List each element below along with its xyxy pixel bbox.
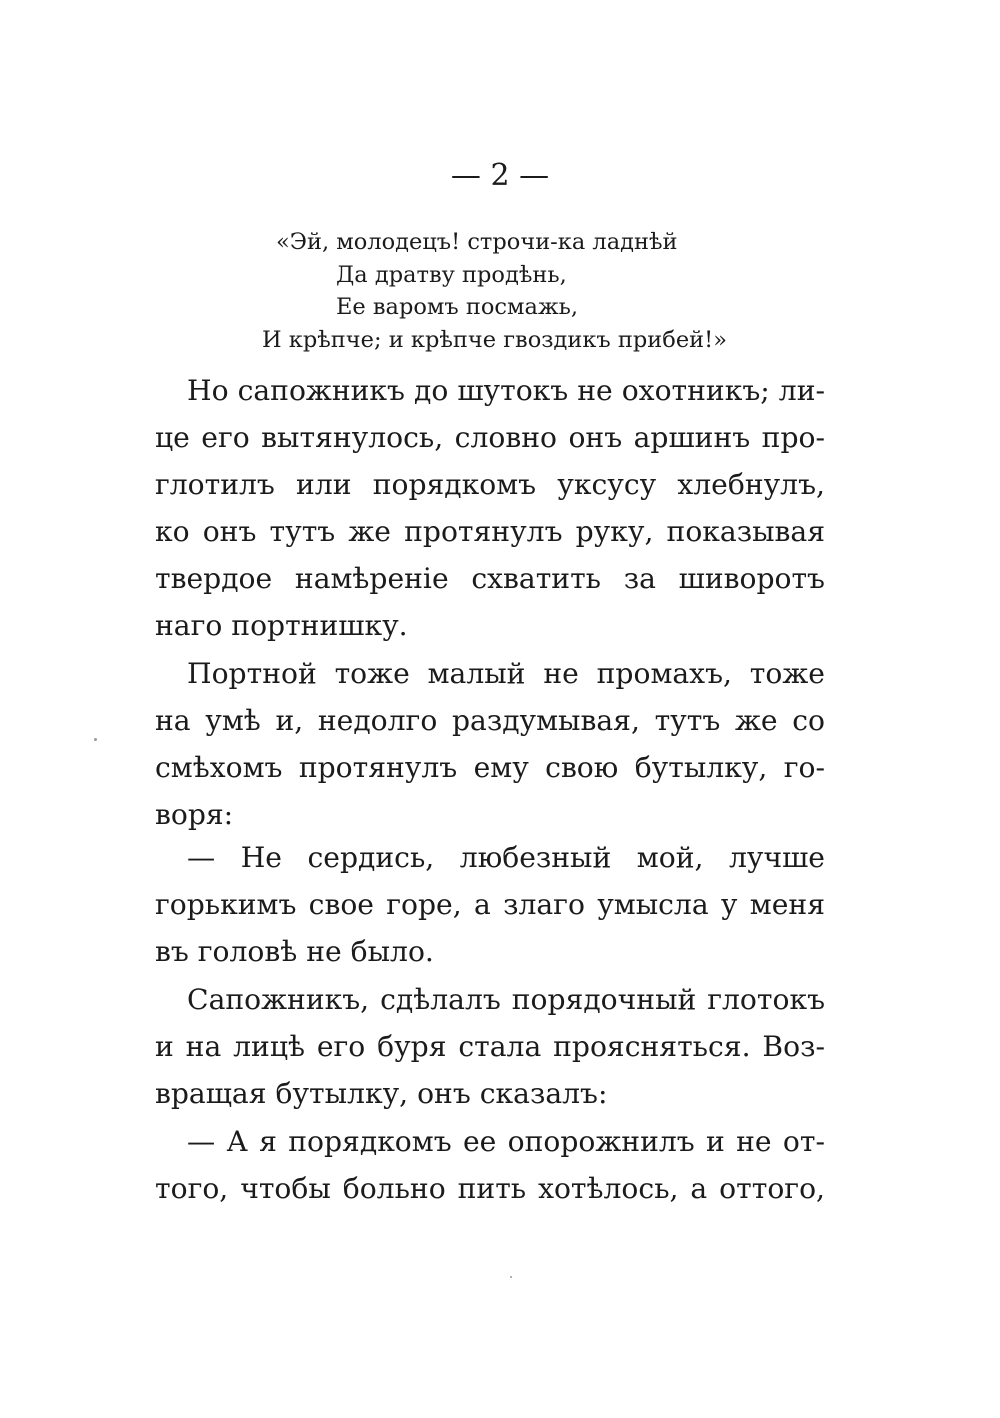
text-line: це его вытянулось, словно онъ аршинъ про- <box>155 421 825 454</box>
text-line: въ головѣ не было. <box>155 935 434 968</box>
text-line: Сапожникъ, сдѣлалъ порядочный глотокъ <box>187 983 825 1016</box>
text-line: на умѣ и, недолго раздумывая, тутъ же со <box>155 704 825 737</box>
paragraph <box>155 650 825 838</box>
paragraph <box>155 976 825 1117</box>
text-line: — А я порядкомъ ее опорожнилъ и не от- <box>187 1125 825 1158</box>
text-line: смѣхомъ протянулъ ему свою бутылку, го- <box>155 751 825 784</box>
paragraph <box>155 834 825 975</box>
text-line: и на лицѣ его буря стала проясняться. Воз- <box>155 1030 825 1063</box>
text-line: того, чтобы больно пить хотѣлось, а оттого, <box>155 1172 825 1205</box>
paper-speck <box>510 1276 512 1278</box>
text-line: ко онъ тутъ же протянулъ руку, показывая <box>155 515 825 548</box>
verse-line: Да дратву продѣнь, <box>336 261 567 288</box>
verse-line: «Эй, молодецъ! строчи-ка ладнѣй <box>276 229 678 255</box>
text-line: вращая бутылку, онъ сказалъ: <box>155 1077 608 1110</box>
verse-line: Ее варомъ посмажь, <box>336 294 579 320</box>
text-line: — Не сердись, любезный мой, лучше <box>187 841 825 874</box>
text-line: Но сапожникъ до шутокъ не охотникъ; ли- <box>187 374 825 407</box>
text-line: Портной тоже малый не промахъ, тоже <box>187 657 825 690</box>
paper-speck <box>94 738 97 741</box>
paragraph <box>155 1118 825 1212</box>
text-line: горькимъ свое горе, а злаго умысла у меня <box>155 888 825 921</box>
text-line: глотилъ или порядкомъ уксусу хлебнулъ, <box>155 468 825 501</box>
text-line: твердое намѣреніе схватить за шиворотъ <box>155 562 825 595</box>
page-number: — 2 — <box>450 158 550 193</box>
paragraph <box>155 367 825 649</box>
verse-line: И крѣпче; и крѣпче гвоздикъ прибей!» <box>262 326 727 353</box>
text-line: наго портнишку. <box>155 609 408 642</box>
text-line: воря: <box>155 798 234 831</box>
